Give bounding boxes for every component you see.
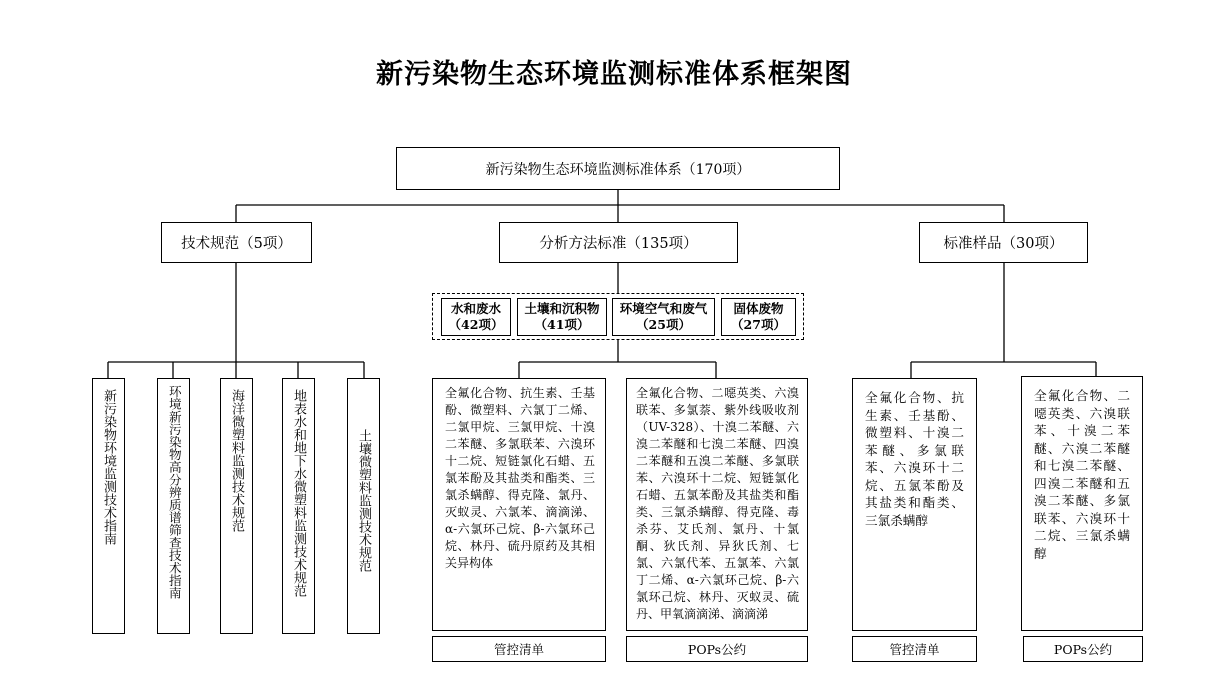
media-name: 固体废物 <box>733 301 784 316</box>
media-count: （25项） <box>636 317 691 332</box>
media-solid-waste <box>721 298 796 336</box>
category-analysis-methods: 分析方法标准（135项） <box>499 222 738 263</box>
method-control-list-content: 全氟化合物、抗生素、壬基酚、微塑料、六氯丁二烯、二氯甲烷、三氯甲烷、十溴二苯醚、多氯联苯、六溴环十二烷、短链氯化石蜡、五氯苯酚及其盐类和酯类、三氯杀螨醇、得克隆、氯丹、灭蚁灵、六氯苯、滴滴涕、α-六氯环己烷、β-六氯环己烷、林丹、硫丹原药及其相关异构体 <box>432 378 606 631</box>
sample-control-list-content: 全氟化合物、抗生素、壬基酚、微塑料、十溴二苯醚、多氯联苯、六溴环十二烷、五氯苯酚及其盐类和酯类、三氯杀螨醇 <box>852 378 977 631</box>
tech-spec-item: 海洋微塑料监测技术规范 <box>220 378 253 634</box>
media-soil <box>517 298 607 336</box>
sample-pops-content: 全氟化合物、二噁英类、六溴联苯、十溴二苯醚、六溴二苯醚和七溴二苯醚、四溴二苯醚和五溴二苯醚、多氯联苯、六溴环十二烷、三氯杀螨醇 <box>1021 376 1143 631</box>
tech-spec-item: 新污染物环境监测技术指南 <box>92 378 125 634</box>
media-count: （41项） <box>534 317 590 332</box>
media-water <box>441 298 511 336</box>
media-count: （27项） <box>731 317 786 332</box>
page-title: 新污染物生态环境监测标准体系框架图 <box>376 59 852 90</box>
tech-spec-item: 土壤微塑料监测技术规范 <box>347 378 380 634</box>
sample-pops-label: POPs公约 <box>1023 636 1143 662</box>
method-pops-label: POPs公约 <box>626 636 808 662</box>
category-reference-materials: 标准样品（30项） <box>919 222 1088 263</box>
media-name: 水和废水 <box>450 301 501 316</box>
method-control-list-label: 管控清单 <box>432 636 606 662</box>
category-tech-specs: 技术规范（5项） <box>161 222 312 263</box>
tech-spec-item: 地表水和地下水微塑料监测技术规范 <box>282 378 315 634</box>
tech-spec-item: 环境新污染物高分辨质谱筛查技术指南 <box>157 378 190 634</box>
media-count: （42项） <box>448 317 504 332</box>
media-name: 环境空气和废气 <box>619 301 708 316</box>
sample-control-list-label: 管控清单 <box>852 636 977 662</box>
media-name: 土壤和沉积物 <box>524 301 600 316</box>
media-air <box>612 298 715 336</box>
method-pops-content: 全氟化合物、二噁英类、六溴联苯、多氯萘、紫外线吸收剂（UV-328）、十溴二苯醚、六溴二苯醚和七溴二苯醚、四溴二苯醚和五溴二苯醚、多氯联苯、六溴环十二烷、短链氯化石蜡、五氯苯酚及其盐类和酯类、三氯杀螨醇、得克隆、毒杀芬、艾氏剂、氯丹、十氯酮、狄氏剂、异狄氏剂、七氯、六氯代苯、五氯苯、六氯丁二烯、α-六氯环己烷、β-六氯环己烷、林丹、灭蚁灵、硫丹、甲氧滴滴涕、滴滴涕 <box>626 378 808 631</box>
root-node: 新污染物生态环境监测标准体系（170项） <box>396 147 840 190</box>
